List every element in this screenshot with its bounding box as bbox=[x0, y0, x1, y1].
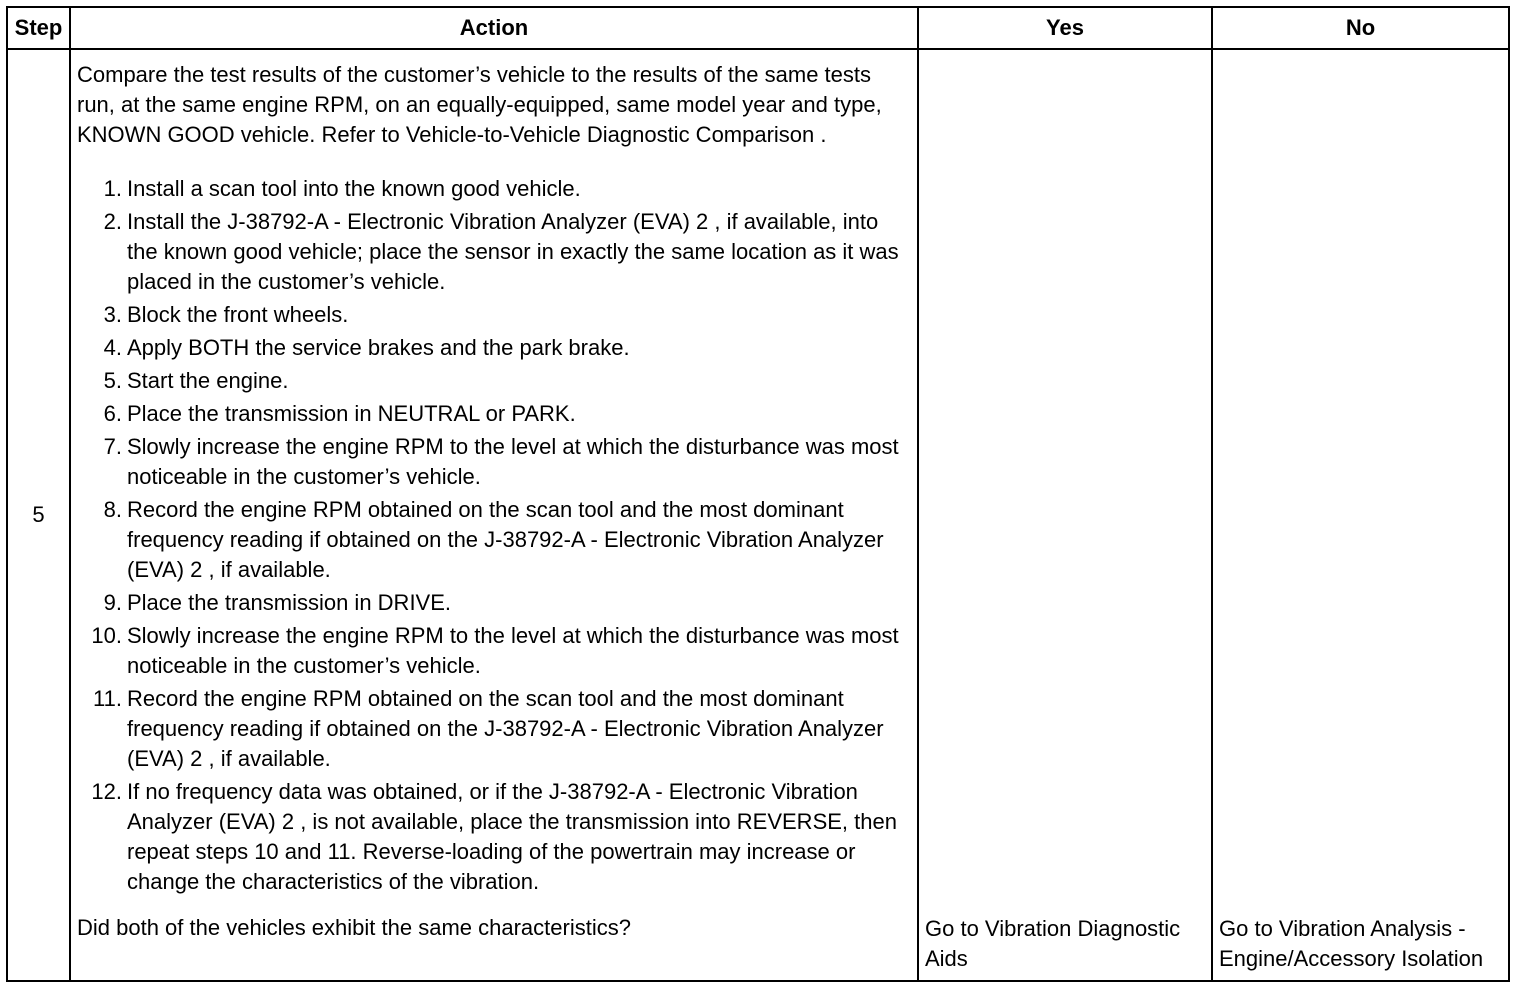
table-row bbox=[7, 49, 1509, 981]
list-item-text: Start the engine. bbox=[127, 368, 289, 393]
list-item-number: 4. bbox=[103, 335, 122, 360]
list-item-text: Slowly increase the engine RPM to the level at which the disturbance was most noticeable in the customer’s vehicle. bbox=[127, 623, 899, 678]
list-item-number: 1. bbox=[103, 176, 122, 201]
list-item-text: Place the transmission in NEUTRAL or PARK. bbox=[127, 401, 576, 426]
action-steps bbox=[77, 174, 911, 897]
header-no: No bbox=[1212, 7, 1509, 49]
list-item-number: 5. bbox=[103, 368, 122, 393]
list-item-text: Slowly increase the engine RPM to the level at which the disturbance was most noticeable in the customer’s vehicle. bbox=[127, 434, 899, 489]
header-step: Step bbox=[7, 7, 70, 49]
no-cell: Go to Vibration Analysis - Engine/Accessory Isolation bbox=[1212, 49, 1509, 981]
list-item bbox=[77, 333, 911, 363]
header-action: Action bbox=[70, 7, 918, 49]
list-item-number: 12. bbox=[91, 779, 122, 804]
list-item-text: Place the transmission in DRIVE. bbox=[127, 590, 452, 615]
list-item bbox=[77, 399, 911, 429]
list-item-number: 2. bbox=[103, 209, 122, 234]
list-item bbox=[77, 588, 911, 618]
diagnostic-table bbox=[6, 6, 1510, 982]
list-item bbox=[77, 684, 911, 774]
list-item bbox=[77, 207, 911, 297]
list-item bbox=[77, 621, 911, 681]
list-item-text: If no frequency data was obtained, or if the J-38792-A - Electronic Vibration Analyzer (EVA) 2 , is not available, place the transmission into REVERSE, then repeat steps 10 and 11. Reverse-loading of the powertrain may increase or change the characteristics of the vibration. bbox=[127, 779, 897, 894]
list-item bbox=[77, 366, 911, 396]
list-item-number: 9. bbox=[103, 590, 122, 615]
header-yes: Yes bbox=[918, 7, 1212, 49]
action-intro: Compare the test results of the customer’s vehicle to the results of the same tests run, at the same engine RPM, on an equally-equipped, same model year and type, KNOWN GOOD vehicle. Refer to Vehicle-to-Vehicle Diagnostic Comparison . bbox=[77, 62, 882, 147]
list-item-text: Install the J-38792-A - Electronic Vibration Analyzer (EVA) 2 , if available, into the known good vehicle; place the sensor in exactly the same location as it was placed in the customer’s vehicle. bbox=[127, 209, 899, 294]
list-item-text: Install a scan tool into the known good vehicle. bbox=[127, 176, 581, 201]
list-item bbox=[77, 174, 911, 204]
list-item-number: 3. bbox=[103, 302, 122, 327]
list-item-text: Record the engine RPM obtained on the scan tool and the most dominant frequency reading if obtained on the J-38792-A - Electronic Vibration Analyzer (EVA) 2 , if available. bbox=[127, 497, 884, 582]
action-question: Did both of the vehicles exhibit the same characteristics? bbox=[77, 915, 631, 940]
list-item-number: 11. bbox=[93, 686, 122, 711]
list-item-number: 7. bbox=[103, 434, 122, 459]
yes-cell: Go to Vibration Diagnostic Aids bbox=[918, 49, 1212, 981]
list-item bbox=[77, 432, 911, 492]
list-item-number: 8. bbox=[103, 497, 122, 522]
list-item-text: Apply BOTH the service brakes and the park brake. bbox=[127, 335, 630, 360]
list-item-text: Record the engine RPM obtained on the scan tool and the most dominant frequency reading if obtained on the J-38792-A - Electronic Vibration Analyzer (EVA) 2 , if available. bbox=[127, 686, 884, 771]
list-item bbox=[77, 777, 911, 897]
list-item bbox=[77, 300, 911, 330]
header-row bbox=[7, 7, 1509, 49]
list-item-text: Block the front wheels. bbox=[127, 302, 349, 327]
list-item-number: 6. bbox=[103, 401, 122, 426]
list-item bbox=[77, 495, 911, 585]
step-number: 5 bbox=[7, 49, 70, 981]
list-item-number: 10. bbox=[91, 623, 122, 648]
action-cell bbox=[70, 49, 918, 981]
